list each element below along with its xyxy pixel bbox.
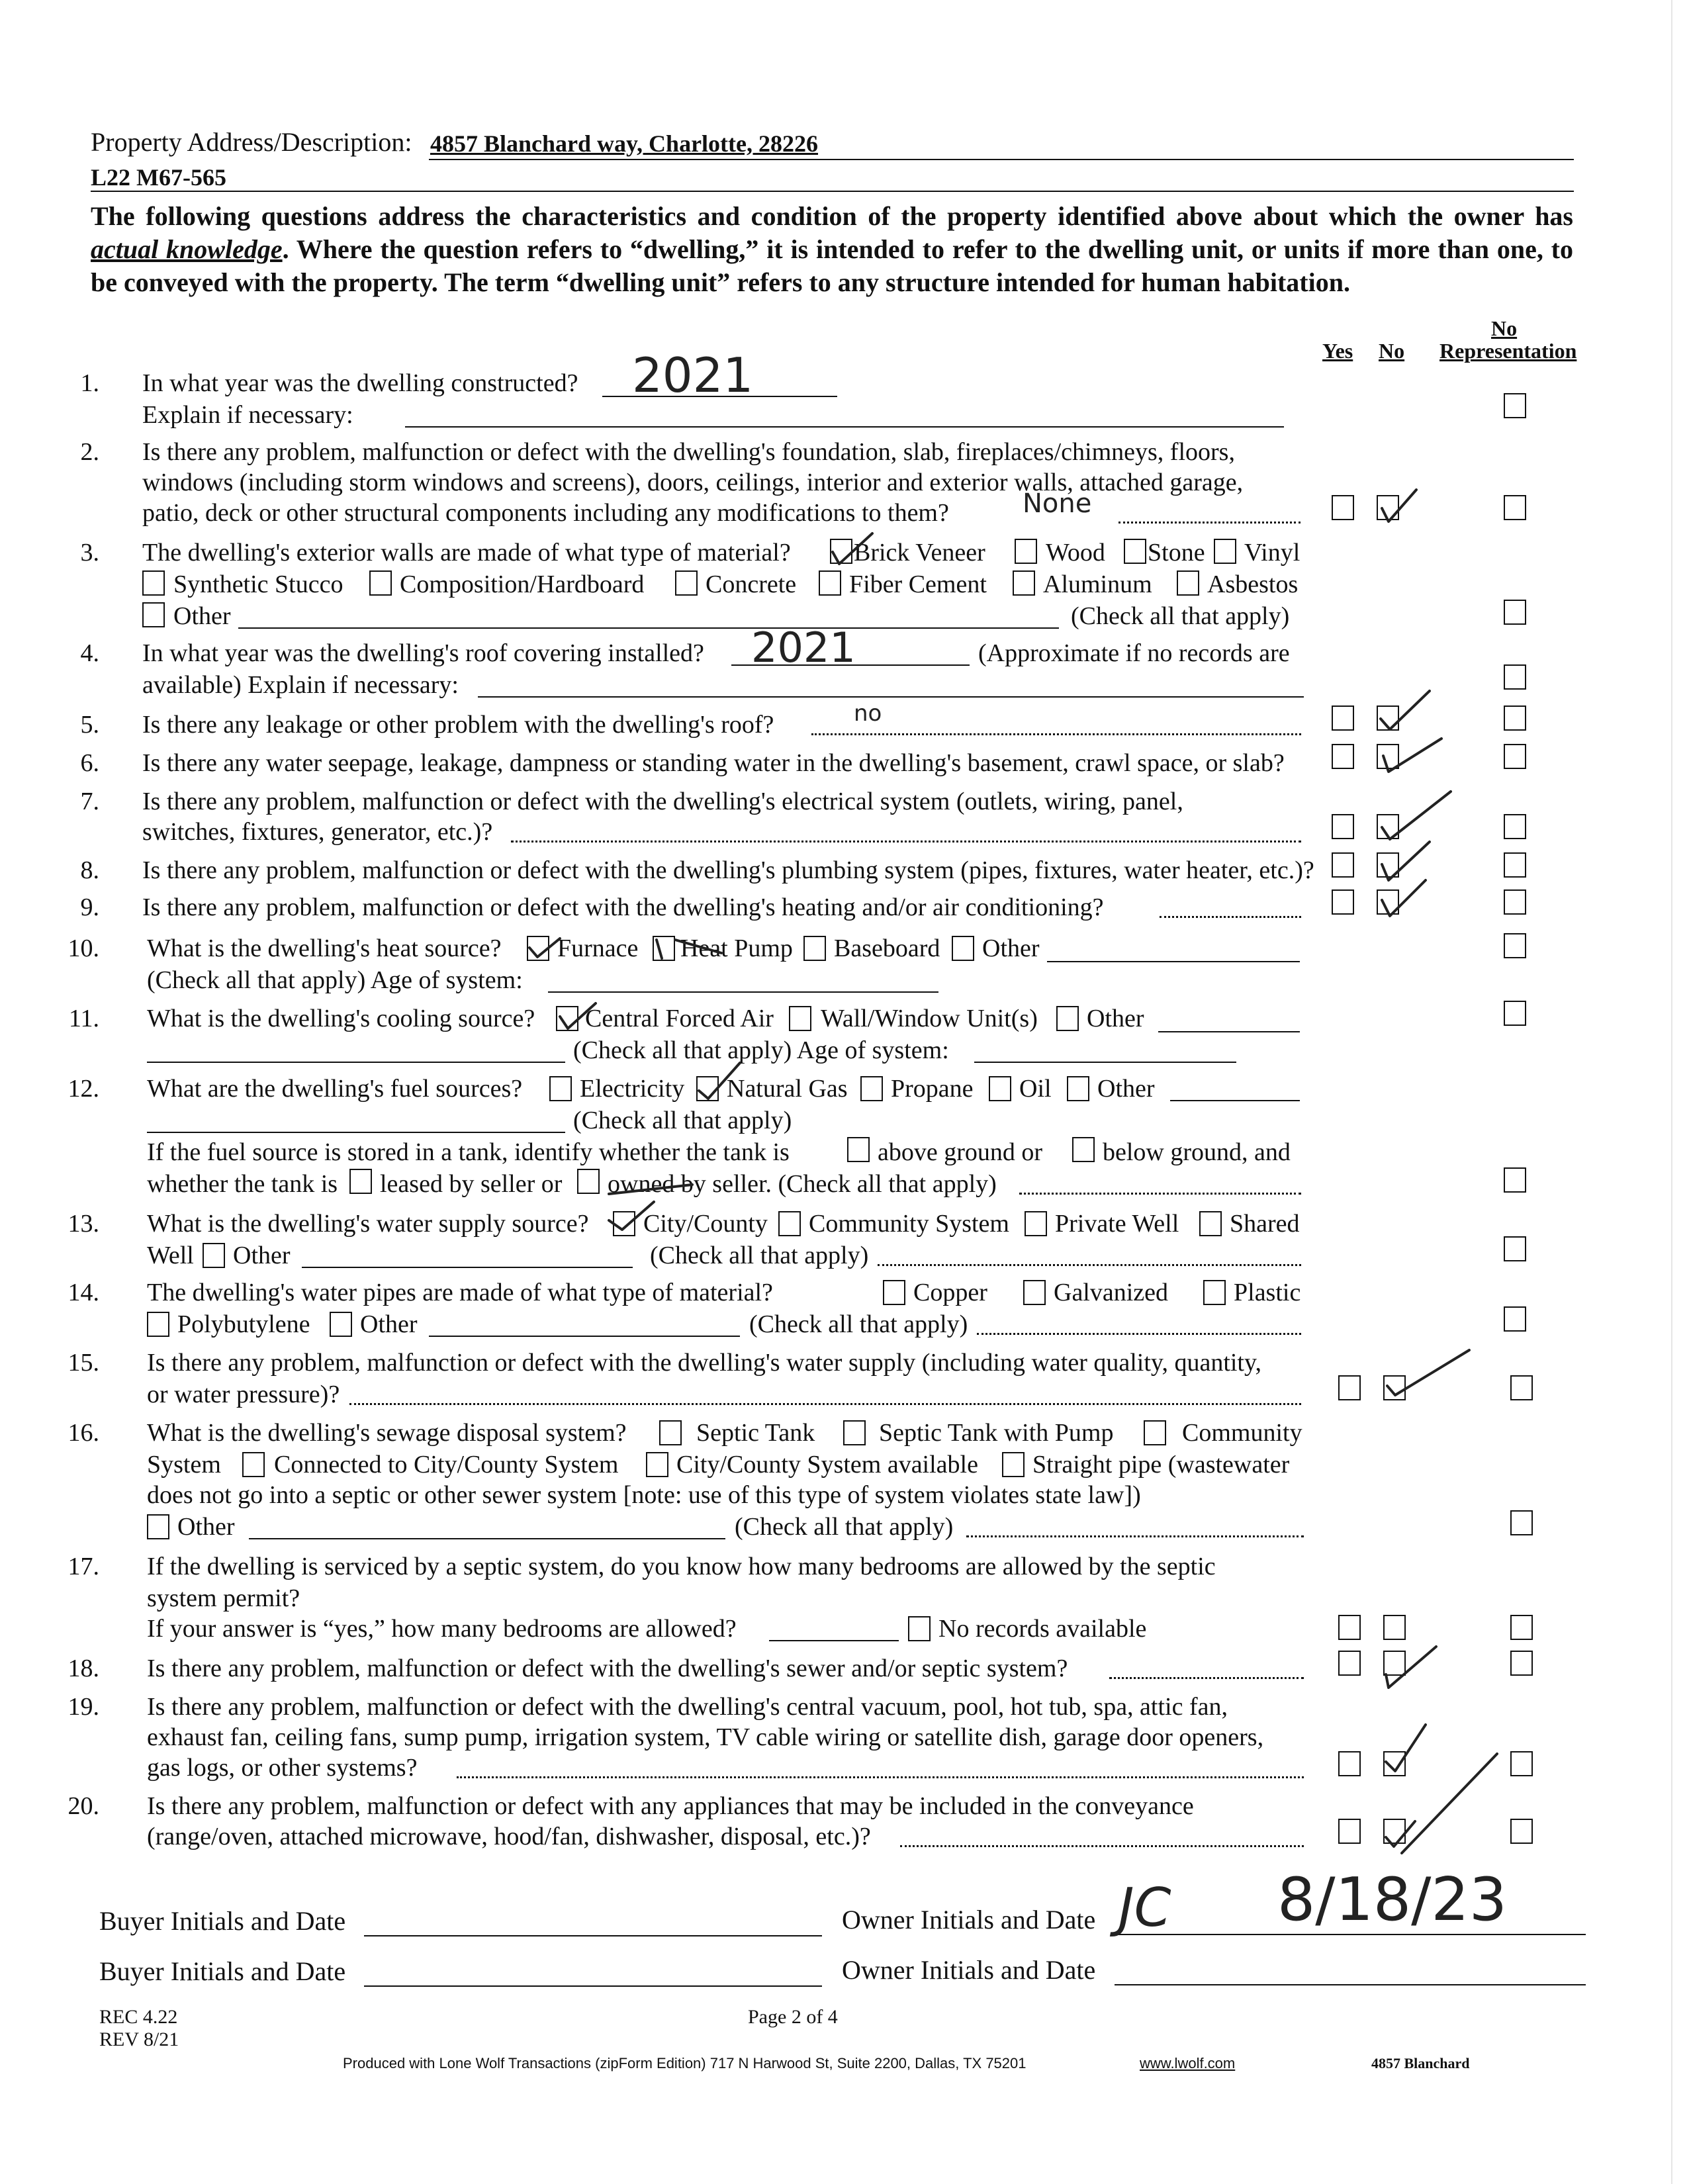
q14-check-all: (Check all that apply) xyxy=(749,1310,968,1338)
intro-paragraph: The following questions address the characteristics and condition of the property identified above about which the owner has actual knowledge. Where the question refers to “dwelling,” it is intended to refer to the dwelling unit, or units if more than one, to be conveyed with the property. The term “dwelling unit” refers to any structure intended for human habitation. xyxy=(91,201,1573,297)
q4-text: In what year was the dwelling's roof covering installed? xyxy=(142,639,704,667)
q3-text: The dwelling's exterior walls are made of what type of material? xyxy=(142,539,791,567)
q12-tank-text: If the fuel source is stored in a tank, identify whether the tank is xyxy=(147,1138,790,1166)
q13-private-well-label: Private Well xyxy=(1055,1210,1179,1238)
lwolf-link[interactable]: www.lwolf.com xyxy=(1140,2055,1236,2071)
no-representation-header-line2: Representation xyxy=(1439,339,1577,363)
q16-community-label: Community xyxy=(1182,1419,1302,1447)
q13-text: What is the dwelling's water supply source? xyxy=(147,1210,589,1238)
page-number: Page 2 of 4 xyxy=(748,2006,838,2028)
q14-copper-label: Copper xyxy=(913,1279,987,1306)
q2-text-line1: Is there any problem, malfunction or defect with the dwelling's foundation, slab, fireplaces/chimneys, floors, xyxy=(142,438,1235,466)
q5-no-check xyxy=(1381,691,1430,729)
q16-septic-tank-label: Septic Tank xyxy=(696,1419,815,1447)
q3-wood-label: Wood xyxy=(1046,539,1105,567)
q12-oil-label: Oil xyxy=(1019,1075,1052,1103)
q6-number: 6. xyxy=(80,749,99,777)
footer-property-ref: 4857 Blanchard xyxy=(1371,2055,1470,2071)
q13-city-check xyxy=(609,1202,654,1230)
q14-number: 14. xyxy=(68,1279,99,1306)
q19-number: 19. xyxy=(68,1693,99,1721)
q10-heat-pump-label: Heat Pump xyxy=(680,934,793,962)
q3-stone-label: Stone xyxy=(1148,539,1205,567)
revision: REV 8/21 xyxy=(99,2028,179,2050)
owner-initials-label-2: Owner Initials and Date xyxy=(842,1955,1096,1985)
q12-check-all: (Check all that apply) xyxy=(573,1107,792,1134)
q13-well-label: Well xyxy=(147,1242,194,1269)
q14-plastic-label: Plastic xyxy=(1234,1279,1301,1306)
q4-year-handwritten: 2021 xyxy=(751,623,856,672)
q12-owned-label: owned by seller. (Check all that apply) xyxy=(608,1170,997,1198)
q11-other-label: Other xyxy=(1087,1005,1144,1032)
q16-city-available-label: City/County System available xyxy=(676,1451,978,1479)
q19-text-line1: Is there any problem, malfunction or defect with the dwelling's central vacuum, pool, hot tub, spa, attic fan, xyxy=(147,1693,1228,1721)
q9-no-check xyxy=(1382,880,1426,916)
q11-central-forced-air-label: Central Forced Air xyxy=(585,1005,774,1032)
q11-wall-window-label: Wall/Window Unit(s) xyxy=(821,1005,1038,1032)
q11-number: 11. xyxy=(68,1005,99,1032)
q6-no-check xyxy=(1383,739,1441,772)
owner-date-handwritten: 8/18/23 xyxy=(1277,1865,1507,1934)
property-address: 4857 Blanchard way, Charlotte, 28226 xyxy=(430,130,819,157)
form-number: REC 4.22 xyxy=(99,2006,178,2028)
q3-composition-hardboard-label: Composition/Hardboard xyxy=(400,570,645,598)
q3-aluminum-label: Aluminum xyxy=(1043,570,1152,598)
q19-q20-slash xyxy=(1402,1754,1497,1853)
q12-below-ground-label: below ground, and xyxy=(1103,1138,1291,1166)
q3-brick-veneer-label: Brick Veneer xyxy=(854,539,985,567)
q5-number: 5. xyxy=(80,711,99,739)
q18-text: Is there any problem, malfunction or defect with the dwelling's sewer and/or septic system? xyxy=(147,1655,1068,1682)
no-column-header: No xyxy=(1379,339,1405,363)
q7-no-check xyxy=(1382,792,1451,839)
buyer-initials-line-1[interactable] xyxy=(364,1935,822,1936)
q12-leased-label: leased by seller or xyxy=(380,1170,563,1198)
q4-number: 4. xyxy=(80,639,99,667)
q16-other-label: Other xyxy=(177,1513,235,1541)
q18-number: 18. xyxy=(68,1655,99,1682)
q13-shared-label: Shared xyxy=(1230,1210,1300,1238)
q3-other-label: Other xyxy=(173,602,231,630)
q17-number: 17. xyxy=(68,1553,99,1580)
q1-number: 1. xyxy=(80,369,99,397)
q3-asbestos-label: Asbestos xyxy=(1207,570,1299,598)
q8-text: Is there any problem, malfunction or defect with the dwelling's plumbing system (pipes, fixtures, water heater, etc.)? xyxy=(142,856,1314,884)
q10-furnace-label: Furnace xyxy=(557,934,639,962)
q2-no-check xyxy=(1382,490,1416,522)
q12-natgas-check xyxy=(699,1063,740,1099)
q15-number: 15. xyxy=(68,1349,99,1377)
q2-handwritten-none: None xyxy=(1023,488,1092,519)
q10-other-label: Other xyxy=(982,934,1040,962)
q13-city-county-label: City/County xyxy=(643,1210,768,1238)
yes-column-header: Yes xyxy=(1322,339,1353,363)
owner-initials-label-1: Owner Initials and Date xyxy=(842,1905,1096,1934)
q12-number: 12. xyxy=(68,1075,99,1103)
q5-handwritten-no: no xyxy=(854,700,882,727)
buyer-initials-line-2[interactable] xyxy=(364,1985,822,1987)
q15-text-line2: or water pressure)? xyxy=(147,1381,340,1408)
q15-text-line1: Is there any problem, malfunction or defect with the dwelling's water supply (including water quality, quantity, xyxy=(147,1349,1262,1377)
q12-electricity-label: Electricity xyxy=(580,1075,685,1103)
q16-check-all: (Check all that apply) xyxy=(735,1513,954,1541)
q19-text-line2: exhaust fan, ceiling fans, sump pump, irrigation system, TV cable wiring or satellite dish, garage door openers, xyxy=(147,1723,1264,1751)
q4-text-approx: (Approximate if no records are xyxy=(978,639,1290,667)
q3-brick-check xyxy=(833,533,872,564)
q5-text: Is there any leakage or other problem with the dwelling's roof? xyxy=(142,711,774,739)
q10-heatpump-mark xyxy=(657,940,721,958)
q13-community-system-label: Community System xyxy=(809,1210,1009,1238)
actual-knowledge-emphasis: actual knowledge xyxy=(91,234,283,264)
q20-number: 20. xyxy=(68,1792,99,1820)
q12-above-ground-label: above ground or xyxy=(878,1138,1043,1166)
q17-text-line2: system permit? xyxy=(147,1584,300,1612)
owner-initials-handwritten: JC xyxy=(1118,1877,1171,1938)
q7-text-line2: switches, fixtures, generator, etc.)? xyxy=(142,818,493,846)
produced-with: Produced with Lone Wolf Transactions (zipForm Edition) 717 N Harwood St, Suite 2200, Dallas, TX 75201 xyxy=(343,2055,1027,2071)
no-representation-header-line1: No xyxy=(1491,316,1518,340)
buyer-initials-label-2: Buyer Initials and Date xyxy=(99,1956,346,1986)
q16-straight-pipe-note: does not go into a septic or other sewer system [note: use of this type of system violates state law]) xyxy=(147,1481,1141,1509)
q2-text-line3: patio, deck or other structural components including any modifications to them? xyxy=(142,499,949,527)
q20-text-line2: (range/oven, attached microwave, hood/fan, dishwasher, disposal, etc.)? xyxy=(147,1823,871,1850)
q13-number: 13. xyxy=(68,1210,99,1238)
q16-system-label: System xyxy=(147,1451,221,1479)
q16-septic-with-pump-label: Septic Tank with Pump xyxy=(879,1419,1114,1447)
q16-text: What is the dwelling's sewage disposal system? xyxy=(147,1419,627,1447)
q17-no-records-label: No records available xyxy=(938,1615,1147,1643)
lot-number: L22 M67-565 xyxy=(91,164,226,191)
q12-other-label: Other xyxy=(1097,1075,1155,1103)
q3-concrete-label: Concrete xyxy=(706,570,797,598)
q15-no-check xyxy=(1387,1350,1469,1395)
q7-number: 7. xyxy=(80,788,99,815)
property-label: Property Address/Description: xyxy=(91,127,412,157)
q11-central-check xyxy=(560,1003,596,1028)
q3-synthetic-stucco-label: Synthetic Stucco xyxy=(173,570,343,598)
q13-other-label: Other xyxy=(233,1242,291,1269)
q4-explain-label: available) Explain if necessary: xyxy=(142,671,459,699)
q18-no-check xyxy=(1386,1647,1436,1688)
q9-number: 9. xyxy=(80,893,99,921)
q14-galvanized-label: Galvanized xyxy=(1054,1279,1169,1306)
q11-check-all: (Check all that apply) Age of system: xyxy=(573,1036,949,1064)
q10-text: What is the dwelling's heat source? xyxy=(147,934,502,962)
q16-connected-city-label: Connected to City/County System xyxy=(274,1451,619,1479)
q10-number: 10. xyxy=(68,934,99,962)
q3-number: 3. xyxy=(80,539,99,567)
owner-initials-line-2[interactable] xyxy=(1115,1984,1586,1985)
q14-other-label: Other xyxy=(360,1310,418,1338)
q17-bedrooms-question: If your answer is “yes,” how many bedrooms are allowed? xyxy=(147,1615,737,1643)
q1-text: In what year was the dwelling constructed? xyxy=(142,369,578,397)
q8-no-check xyxy=(1382,842,1430,880)
buyer-initials-label-1: Buyer Initials and Date xyxy=(99,1906,346,1936)
q12-propane-label: Propane xyxy=(891,1075,974,1103)
q8-number: 8. xyxy=(80,856,99,884)
q12-text: What are the dwelling's fuel sources? xyxy=(147,1075,523,1103)
q12-owned-underline xyxy=(609,1185,692,1194)
q12-tank-whether: whether the tank is xyxy=(147,1170,338,1198)
q9-text: Is there any problem, malfunction or defect with the dwelling's heating and/or air conditioning? xyxy=(142,893,1104,921)
q3-vinyl-label: Vinyl xyxy=(1244,539,1301,567)
q16-number: 16. xyxy=(68,1419,99,1447)
q20-text-line1: Is there any problem, malfunction or defect with any appliances that may be included in the conveyance xyxy=(147,1792,1194,1820)
q14-polybutylene-label: Polybutylene xyxy=(177,1310,310,1338)
q1-year-handwritten: 2021 xyxy=(632,347,754,403)
q10-check-all: (Check all that apply) Age of system: xyxy=(147,966,523,994)
q11-text: What is the dwelling's cooling source? xyxy=(147,1005,535,1032)
q14-text: The dwelling's water pipes are made of what type of material? xyxy=(147,1279,773,1306)
q10-furnace-check xyxy=(529,938,560,957)
q1-explain-label: Explain if necessary: xyxy=(142,401,353,429)
q6-text: Is there any water seepage, leakage, dampness or standing water in the dwelling's basement, crawl space, or slab? xyxy=(142,749,1285,777)
q3-fiber-cement-label: Fiber Cement xyxy=(849,570,987,598)
q10-baseboard-label: Baseboard xyxy=(834,934,940,962)
q3-check-all: (Check all that apply) xyxy=(1071,602,1290,630)
q7-text-line1: Is there any problem, malfunction or defect with the dwelling's electrical system (outlets, wiring, panel, xyxy=(142,788,1183,815)
q19-no-check xyxy=(1386,1725,1426,1771)
q2-text-line2: windows (including storm windows and screens), doors, ceilings, interior and exterior walls, attached garage, xyxy=(142,469,1244,496)
q13-check-all: (Check all that apply) xyxy=(650,1242,869,1269)
q17-text-line1: If the dwelling is serviced by a septic system, do you know how many bedrooms are allowed by the septic xyxy=(147,1553,1216,1580)
q19-text-line3: gas logs, or other systems? xyxy=(147,1754,418,1782)
q2-number: 2. xyxy=(80,438,99,466)
q12-natural-gas-label: Natural Gas xyxy=(727,1075,848,1103)
q16-straight-pipe-label: Straight pipe (wastewater xyxy=(1032,1451,1290,1479)
